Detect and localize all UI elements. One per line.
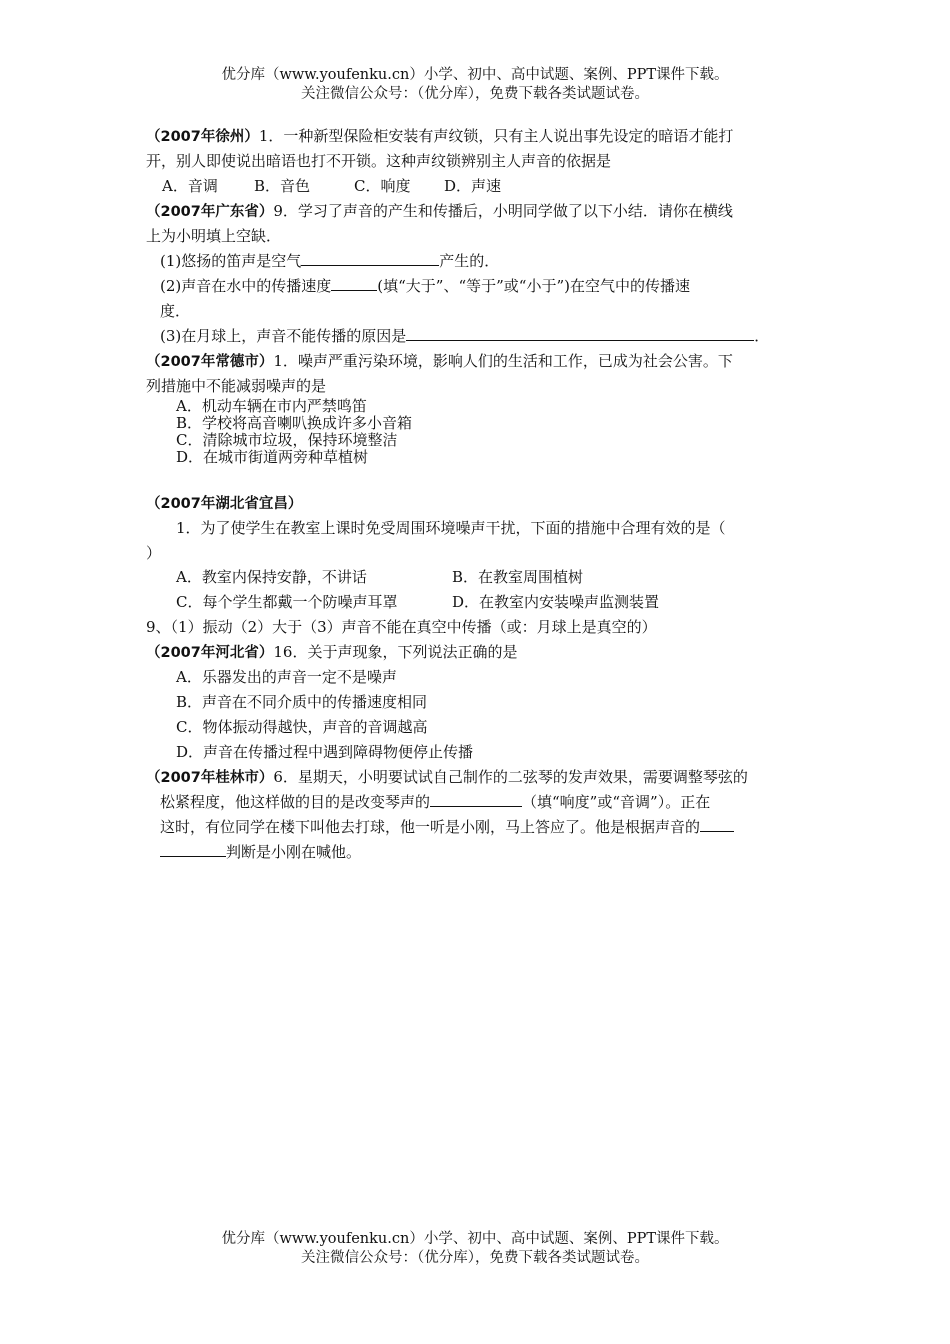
q2-item-2-tail: (填“大于”、“等于”或“小于”)在空气中的传播速 (377, 277, 690, 295)
header-line-1: 优分库（www.youfenku.cn）小学、初中、高中试题、案例、PPT课件下载。 (221, 67, 729, 83)
q3-option-b: B．学校将高音喇叭换成许多小音箱 (176, 414, 413, 432)
q2-source: （2007年广东省） (146, 204, 274, 220)
footer-line-1: 优分库（www.youfenku.cn）小学、初中、高中试题、案例、PPT课件下载。 (221, 1231, 729, 1247)
page-footer (0, 1230, 950, 1268)
q2-line-1 (146, 200, 733, 223)
q2-item-2-cont: 度． (160, 302, 191, 320)
q6-blank-2b[interactable] (160, 841, 226, 857)
q3-option-c: C．清除城市垃圾，保持环境整洁 (176, 431, 398, 449)
q6-text-3: 这时，有位同学在楼下叫他去打球，他一听是小刚，马上答应了。他是根据声音的 (160, 818, 701, 836)
q2-line-2: 上为小明填上空缺． (146, 227, 282, 245)
q6-line-2 (160, 791, 710, 813)
q4-line-1: 1．为了使学生在教室上课时免受周围环境噪声干扰，下面的措施中合理有效的是（ (176, 519, 726, 537)
q1-source: （2007年徐州） (146, 129, 259, 145)
q5-option-a: A．乐器发出的声音一定不是噪声 (176, 668, 397, 686)
q5-option-c: C．物体振动得越快，声音的音调越高 (176, 718, 428, 736)
q1-option-d: D．声速 (444, 177, 502, 195)
q4-line-2: ） (146, 544, 162, 562)
q4-source-line (146, 492, 302, 515)
q2-item-1-tail: 产生的． (439, 252, 500, 270)
q3-text-1: 1．噪声严重污染环境，影响人们的生活和工作，已成为社会公害。下 (273, 352, 733, 370)
q4-options-row-2 (176, 591, 659, 613)
q2-blank-1[interactable] (301, 250, 439, 266)
q6-line-3 (160, 816, 734, 838)
q2-text-1: 9．学习了声音的产生和传播后，小明同学做了以下小结．请你在横线 (273, 202, 733, 220)
q6-text-1: 6．星期天，小明要试试自己制作的二弦琴的发声效果，需要调整琴弦的 (273, 768, 748, 786)
q2-blank-2[interactable] (331, 275, 377, 291)
q1-line-1 (146, 125, 733, 148)
q2-item-3-text: (3)在月球上，声音不能传播的原因是 (160, 327, 407, 345)
q4-source: （2007年湖北省宜昌） (146, 496, 303, 512)
q6-text-4: 判断是小刚在喊他。 (226, 843, 362, 861)
q4-option-c: C．每个学生都戴一个防噪声耳罩 (176, 593, 398, 611)
q2-blank-3[interactable] (406, 325, 754, 341)
q6-text-2b: （填“响度”或“音调”）。正在 (522, 793, 711, 811)
q6-text-2a: 松紧程度，他这样做的目的是改变琴声的 (160, 793, 431, 811)
q3-option-d: D．在城市街道两旁种草植树 (176, 448, 369, 466)
header-line-2: 关注微信公众号：（优分库），免费下载各类试题试卷。 (301, 86, 649, 102)
q2-item-1-text: (1)悠扬的笛声是空气 (160, 252, 302, 270)
q2-item-2-text: (2)声音在水中的传播速度 (160, 277, 332, 295)
q6-line-1 (146, 766, 748, 789)
q4-options-row-1 (176, 566, 583, 588)
q1-text-1: 1．一种新型保险柜安装有声纹锁，只有主人说出事先设定的暗语才能打 (258, 127, 734, 145)
q1-option-a: A．音调 (162, 177, 218, 195)
q3-option-a: A．机动车辆在市内严禁鸣笛 (176, 397, 367, 415)
q2-item-2 (160, 275, 690, 297)
q5-option-b: B．声音在不同介质中的传播速度相同 (176, 693, 428, 711)
q6-blank-2a[interactable] (700, 816, 734, 832)
q1-option-b: B．音色 (254, 177, 311, 195)
footer-line-2: 关注微信公众号：（优分库），免费下载各类试题试卷。 (301, 1250, 649, 1266)
q5-source: （2007年河北省） (146, 645, 274, 661)
q2-item-3 (160, 325, 769, 347)
page-header (0, 66, 950, 104)
q2-item-3-tail: ． (754, 327, 770, 345)
q1-option-c: C．响度 (354, 177, 411, 195)
q4-option-a: A．教室内保持安静，不讲话 (176, 568, 367, 586)
q3-line-2: 列措施中不能减弱噪声的是 (146, 377, 327, 395)
q2-item-1 (160, 250, 499, 272)
answer-9: 9、（1）振动（2）大于（3）声音不能在真空中传播（或：月球上是真空的） (146, 618, 657, 636)
q6-line-4 (160, 841, 361, 863)
q4-option-b: B．在教室周围植树 (452, 568, 584, 586)
q5-option-d: D．声音在传播过程中遇到障碍物便停止传播 (176, 743, 474, 761)
q5-line-1 (146, 641, 517, 664)
q3-line-1 (146, 350, 733, 373)
q1-options (162, 175, 501, 197)
q3-source: （2007年常德市） (146, 354, 274, 370)
q5-text-1: 16．关于声现象，下列说法正确的是 (273, 643, 518, 661)
q1-line-2: 开，别人即使说出暗语也打不开锁。这种声纹锁辨别主人声音的依据是 (146, 152, 612, 170)
q6-blank-1[interactable] (430, 791, 522, 807)
q4-option-d: D．在教室内安装噪声监测装置 (452, 593, 660, 611)
q6-source: （2007年桂林市） (146, 770, 274, 786)
